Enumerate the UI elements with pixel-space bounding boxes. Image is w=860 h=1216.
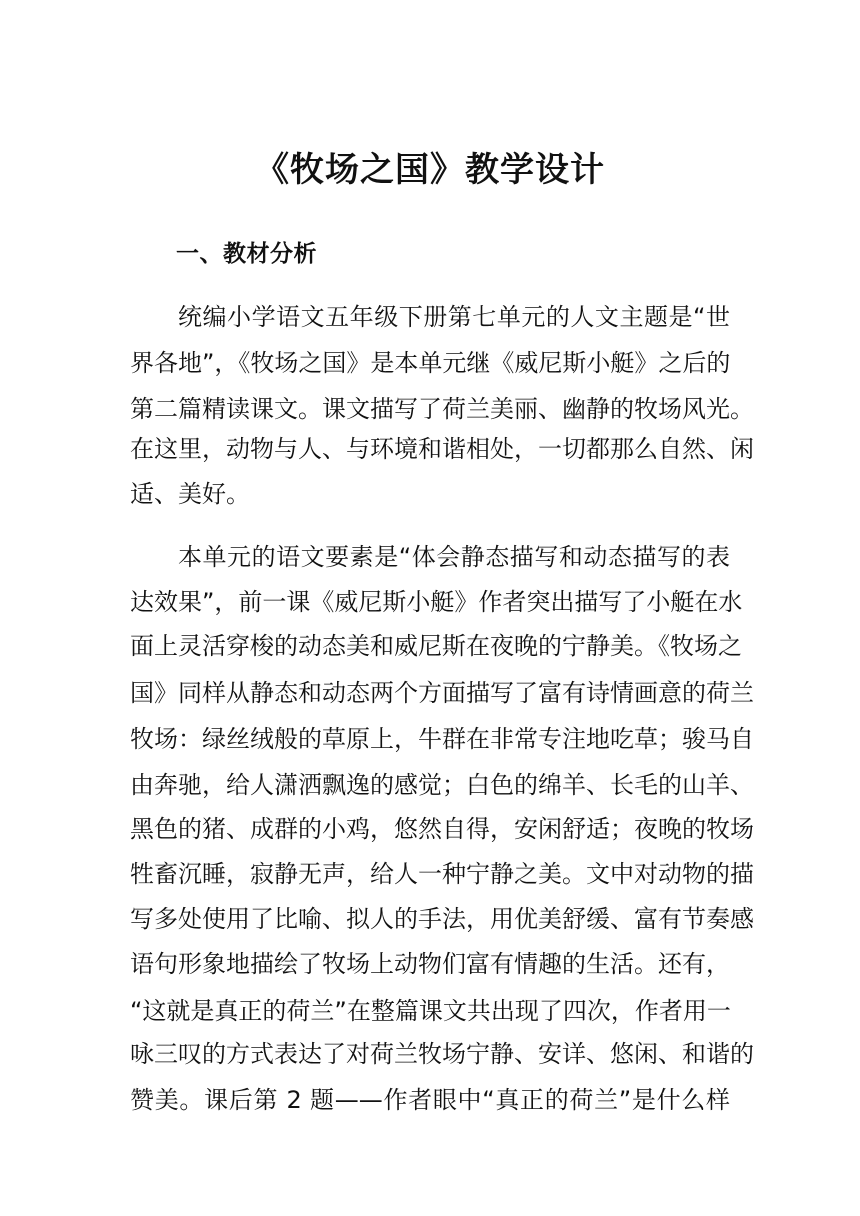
document-title: 《牧场之国》教学设计 bbox=[255, 150, 605, 190]
paragraph-1-line-1: 统编小学语文五年级下册第七单元的人文主题是“世 bbox=[178, 303, 730, 331]
paragraph-1-line-4: 在这里，动物与人、与环境和谐相处，一切都那么自然、闲 bbox=[130, 435, 754, 463]
paragraph-2-line-7: 黑色的猪、成群的小鸡，悠然自得，安闲舒适；夜晚的牧场 bbox=[130, 815, 754, 843]
paragraph-2-line-4: 国》同样从静态和动态两个方面描写了富有诗情画意的荷兰 bbox=[130, 679, 754, 707]
paragraph-1-line-3: 第二篇精读课文。课文描写了荷兰美丽、幽静的牧场风光。 bbox=[130, 395, 754, 423]
paragraph-2-line-13: 赞美。课后第 2 题——作者眼中“真正的荷兰”是什么样 bbox=[130, 1086, 730, 1114]
paragraph-2-line-11: “这就是真正的荷兰”在整篇课文共出现了四次，作者用一 bbox=[130, 997, 731, 1025]
paragraph-2-line-5: 牧场：绿丝绒般的草原上，牛群在非常专注地吃草；骏马自 bbox=[130, 725, 754, 753]
paragraph-2-line-12: 咏三叹的方式表达了对荷兰牧场宁静、安详、悠闲、和谐的 bbox=[130, 1040, 754, 1068]
paragraph-2-line-9: 写多处使用了比喻、拟人的手法，用优美舒缓、富有节奏感 bbox=[130, 905, 754, 933]
paragraph-1-line-5: 适、美好。 bbox=[130, 480, 250, 508]
paragraph-2-line-8: 牲畜沉睡，寂静无声，给人一种宁静之美。文中对动物的描 bbox=[130, 860, 754, 888]
paragraph-2-line-6: 由奔驰，给人潇洒飘逸的感觉；白色的绵羊、长毛的山羊、 bbox=[130, 771, 754, 799]
paragraph-2-line-2: 达效果”，前一课《威尼斯小艇》作者突出描写了小艇在水 bbox=[130, 588, 743, 616]
paragraph-2-line-10: 语句形象地描绘了牧场上动物们富有情趣的生活。还有， bbox=[130, 950, 730, 978]
section-heading: 一、教材分析 bbox=[176, 241, 317, 267]
paragraph-1-line-2: 界各地”，《牧场之国》是本单元继《威尼斯小艇》之后的 bbox=[130, 349, 731, 377]
paragraph-2-line-1: 本单元的语文要素是“体会静态描写和动态描写的表 bbox=[178, 543, 730, 571]
paragraph-2-line-3: 面上灵活穿梭的动态美和威尼斯在夜晚的宁静美。《牧场之 bbox=[130, 632, 742, 660]
